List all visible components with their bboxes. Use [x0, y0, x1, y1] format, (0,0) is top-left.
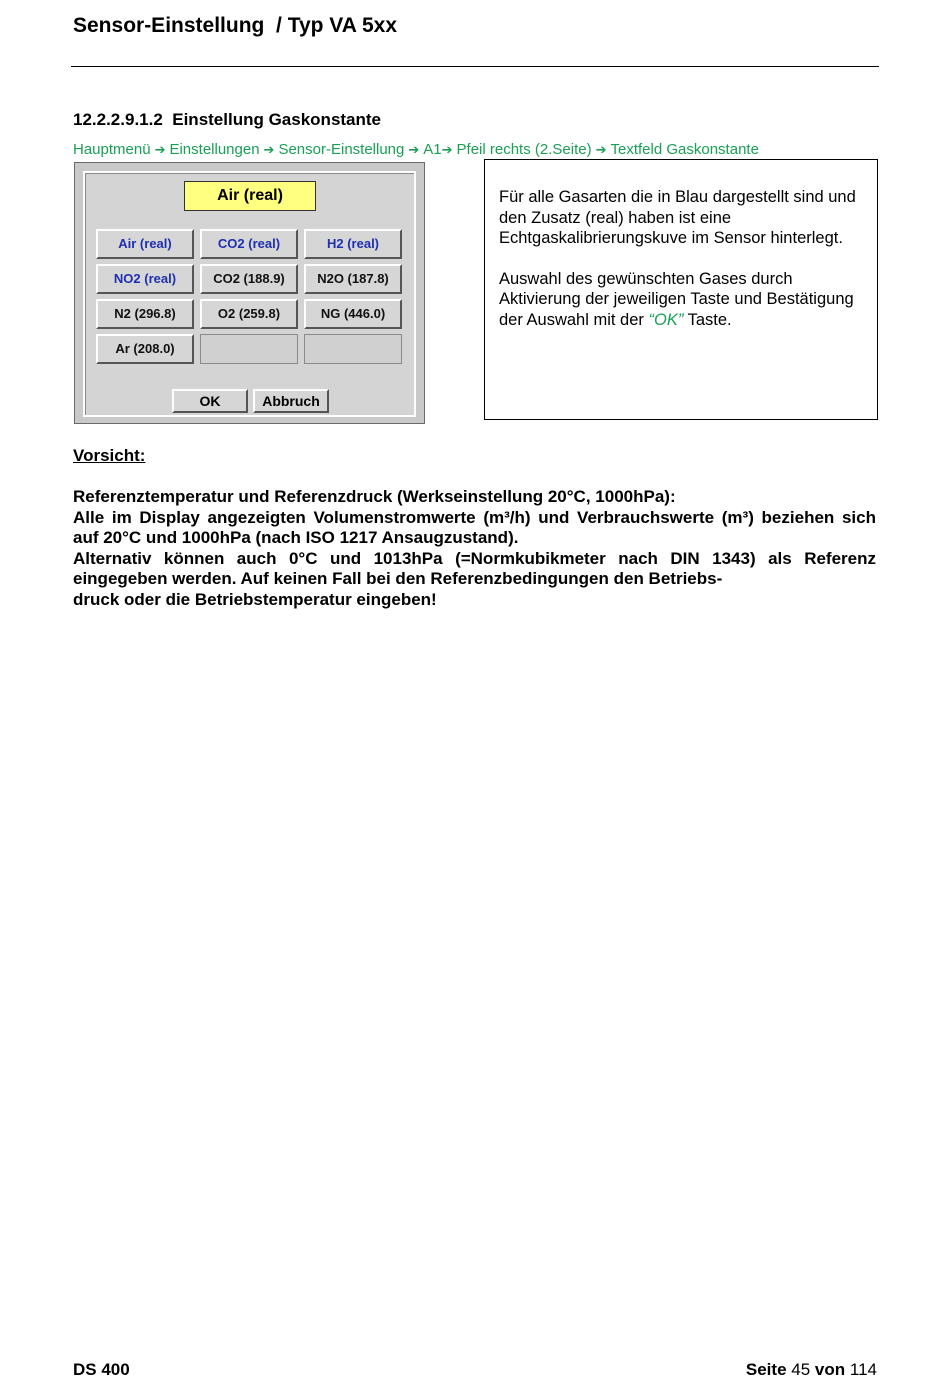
footer-page-word: Seite	[745, 1360, 787, 1379]
section-title: 12.2.2.9.1.2 Einstellung Gaskonstante	[73, 110, 382, 129]
info-text: Auswahl des gewünschten Gases durch Aktivierung der jeweiligen Taste und Bestätigung der Auswahl mit der	[499, 269, 854, 329]
info-paragraph: Für alle Gasarten die in Blau dargestellt sind und den Zusatz (real) haben ist eine Echtgaskalibrierungskuve im Sensor hinterlegt.	[499, 188, 856, 247]
footer-total: 114	[849, 1360, 877, 1379]
caution-heading: Vorsicht:	[73, 446, 146, 465]
caution-line: Referenztemperatur und Referenzdruck (Werkseinstellung 20°C, 1000hPa):	[73, 487, 676, 506]
gas-button-air-real[interactable]: Air (real)	[96, 229, 194, 259]
arrow-right-icon: ➔	[154, 142, 166, 157]
cancel-button[interactable]: Abbruch	[253, 389, 329, 413]
page-header-title: Sensor-Einstellung / Typ VA 5xx	[73, 14, 398, 37]
gas-button-empty	[304, 334, 402, 364]
gas-button-empty	[200, 334, 298, 364]
gas-button-co2[interactable]: CO2 (188.9)	[200, 264, 298, 294]
gas-button-ng[interactable]: NG (446.0)	[304, 299, 402, 329]
footer-page: 45	[791, 1360, 811, 1379]
gas-button-n2[interactable]: N2 (296.8)	[96, 299, 194, 329]
breadcrumb	[73, 141, 759, 158]
caution-line: Alle im Display angezeigten Volumenstromwerte (m³/h) und Verbrauchswerte (m³) beziehen sich auf 20°C und 1000hPa (nach ISO 1217 Ansaugzustand).	[73, 507, 876, 547]
arrow-right-icon: ➔	[441, 142, 453, 157]
caution-line: druck oder die Betriebstemperatur eingeben!	[73, 589, 437, 609]
selected-gas-field[interactable]: Air (real)	[184, 181, 316, 211]
breadcrumb-item: A1	[423, 141, 442, 158]
gas-button-h2-real[interactable]: H2 (real)	[304, 229, 402, 259]
breadcrumb-item: Sensor-Einstellung	[278, 141, 405, 158]
breadcrumb-item: Hauptmenü	[73, 141, 151, 158]
arrow-right-icon: ➔	[408, 142, 420, 157]
arrow-right-icon: ➔	[595, 142, 607, 157]
ok-button[interactable]: OK	[172, 389, 248, 413]
gas-button-no2-real[interactable]: NO2 (real)	[96, 264, 194, 294]
breadcrumb-item: Einstellungen	[169, 141, 260, 158]
gas-button-o2[interactable]: O2 (259.8)	[200, 299, 298, 329]
footer-page-number	[746, 1360, 877, 1380]
ok-reference: “OK”	[648, 310, 684, 329]
info-paragraph	[499, 269, 863, 331]
caution-line: Alternativ können auch 0°C und 1013hPa (=Normkubikmeter nach DIN 1343) als Referenz eingegeben werden. Auf keinen Fall bei den Referenzbedingungen den Betriebs-	[73, 548, 876, 588]
breadcrumb-item: Textfeld Gaskonstante	[610, 141, 759, 158]
info-box	[484, 159, 878, 420]
gas-button-ar[interactable]: Ar (208.0)	[96, 334, 194, 364]
breadcrumb-item: Pfeil rechts (2.Seite)	[456, 141, 592, 158]
arrow-right-icon: ➔	[263, 142, 275, 157]
gas-button-co2-real[interactable]: CO2 (real)	[200, 229, 298, 259]
info-text: Taste.	[683, 310, 732, 329]
gas-button-n2o[interactable]: N2O (187.8)	[304, 264, 402, 294]
caution-text	[73, 487, 876, 610]
header-divider	[71, 66, 879, 67]
footer-doc-id: DS 400	[73, 1360, 130, 1379]
footer-of-word: von	[814, 1360, 846, 1379]
